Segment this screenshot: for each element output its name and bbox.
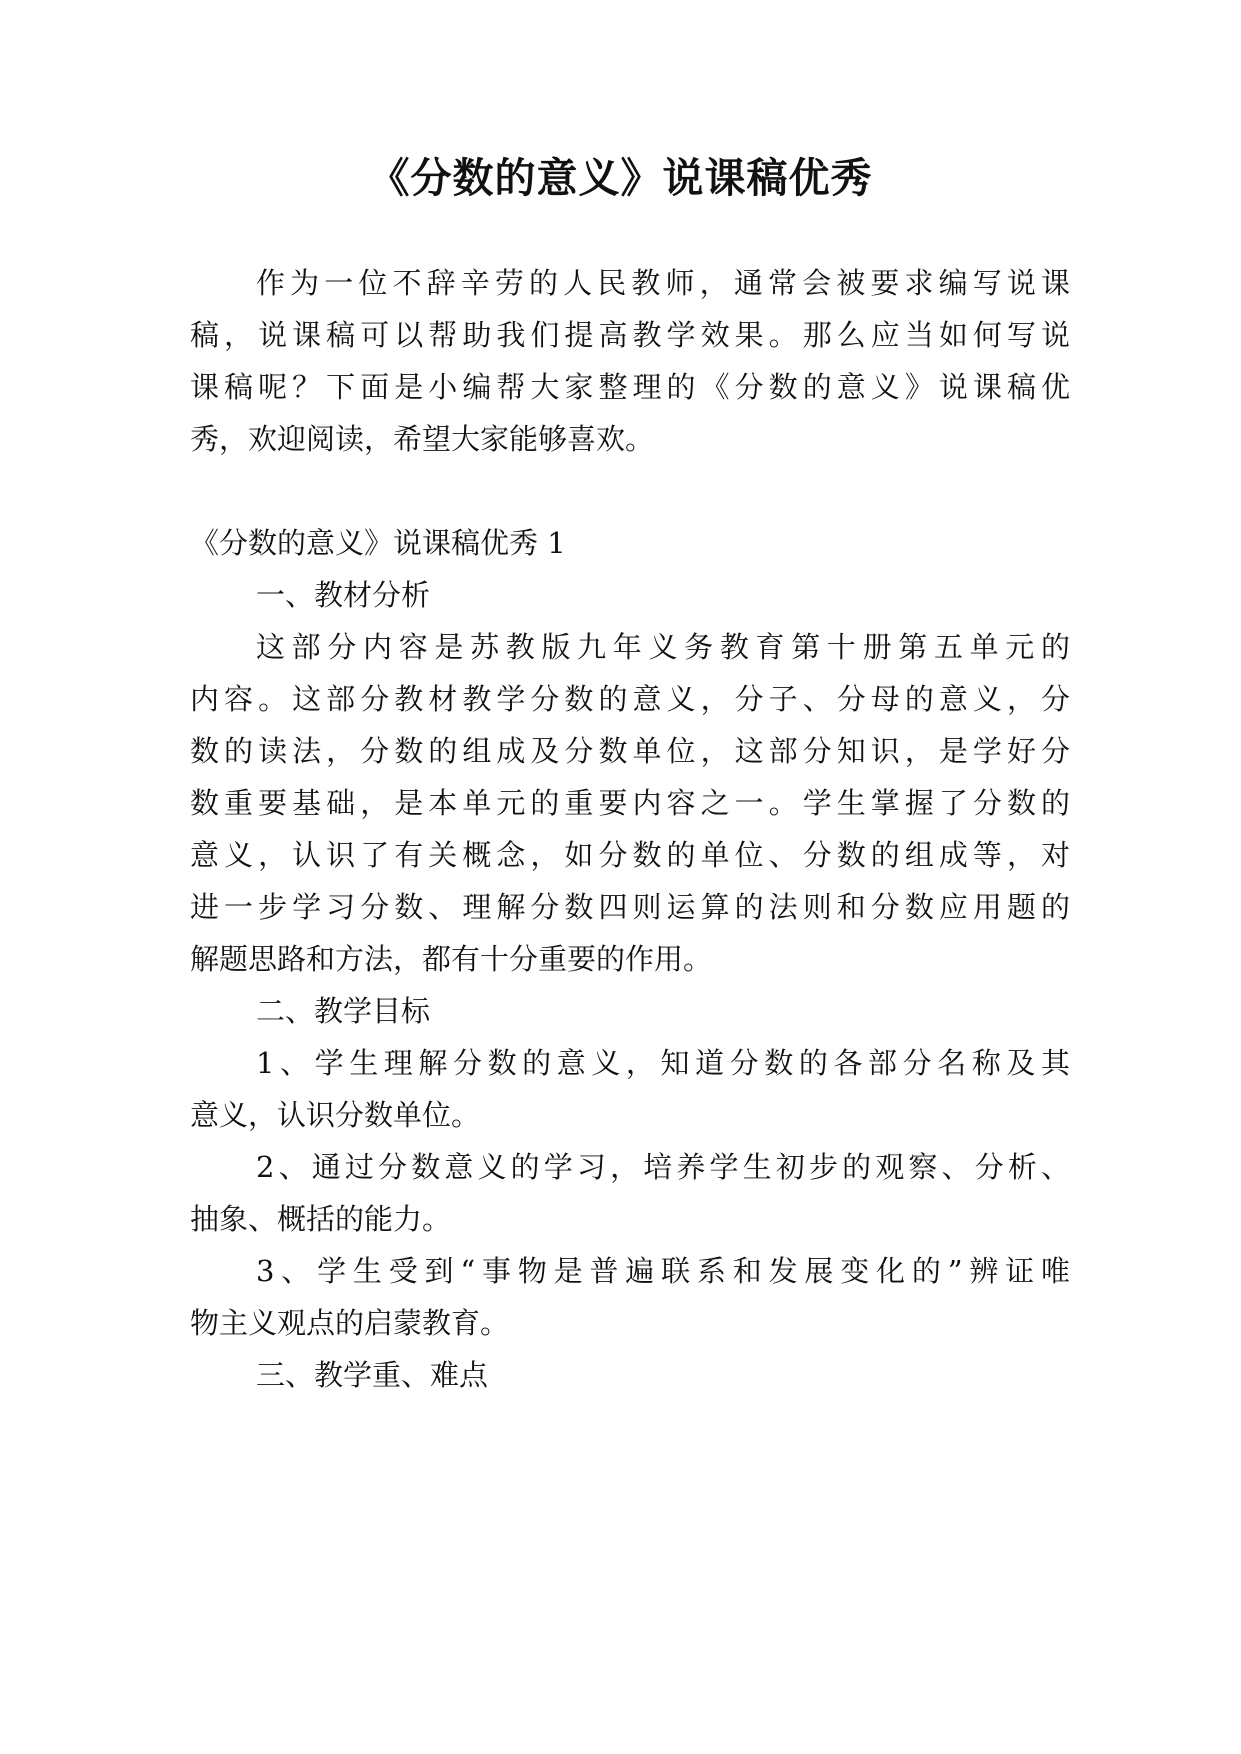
para1-line-7: 解题思路和方法，都有十分重要的作用。 [190,942,713,976]
heading-key-difficult-points: 三、教学重、难点 [256,1358,489,1392]
document-title: 《分数的意义》说课稿优秀 [368,154,873,202]
intro-line-3: 课稿呢？下面是小编帮大家整理的《分数的意义》说课稿优 [190,370,1070,404]
heading-materials-analysis: 一、教材分析 [256,578,431,612]
goal3-line-1: 3、学生受到“事物是普遍联系和发展变化的”辨证唯 [256,1254,1070,1288]
para1-line-1: 这部分内容是苏教版九年义务教育第十册第五单元的 [256,630,1070,664]
para1-line-5: 意义，认识了有关概念，如分数的单位、分数的组成等，对 [190,838,1070,872]
goal3-line-2: 物主义观点的启蒙教育。 [190,1306,510,1340]
para1-line-2: 内容。这部分教材教学分数的意义，分子、分母的意义，分 [190,682,1070,716]
heading-teaching-goals: 二、教学目标 [256,994,431,1028]
para1-line-3: 数的读法，分数的组成及分数单位，这部分知识，是学好分 [190,734,1070,768]
intro-line-1: 作为一位不辞辛劳的人民教师，通常会被要求编写说课 [256,266,1070,300]
goal2-line-1: 2、通过分数意义的学习，培养学生初步的观察、分析、 [256,1150,1070,1184]
para1-line-6: 进一步学习分数、理解分数四则运算的法则和分数应用题的 [190,890,1070,924]
goal2-line-2: 抽象、概括的能力。 [190,1202,452,1236]
intro-line-4: 秀，欢迎阅读，希望大家能够喜欢。 [190,422,655,456]
section-title: 《分数的意义》说课稿优秀 1 [190,526,566,560]
intro-line-2: 稿，说课稿可以帮助我们提高教学效果。那么应当如何写说 [190,318,1070,352]
goal1-line-1: 1、学生理解分数的意义，知道分数的各部分名称及其 [256,1046,1070,1080]
goal1-line-2: 意义，认识分数单位。 [190,1098,481,1132]
para1-line-4: 数重要基础，是本单元的重要内容之一。学生掌握了分数的 [190,786,1070,820]
